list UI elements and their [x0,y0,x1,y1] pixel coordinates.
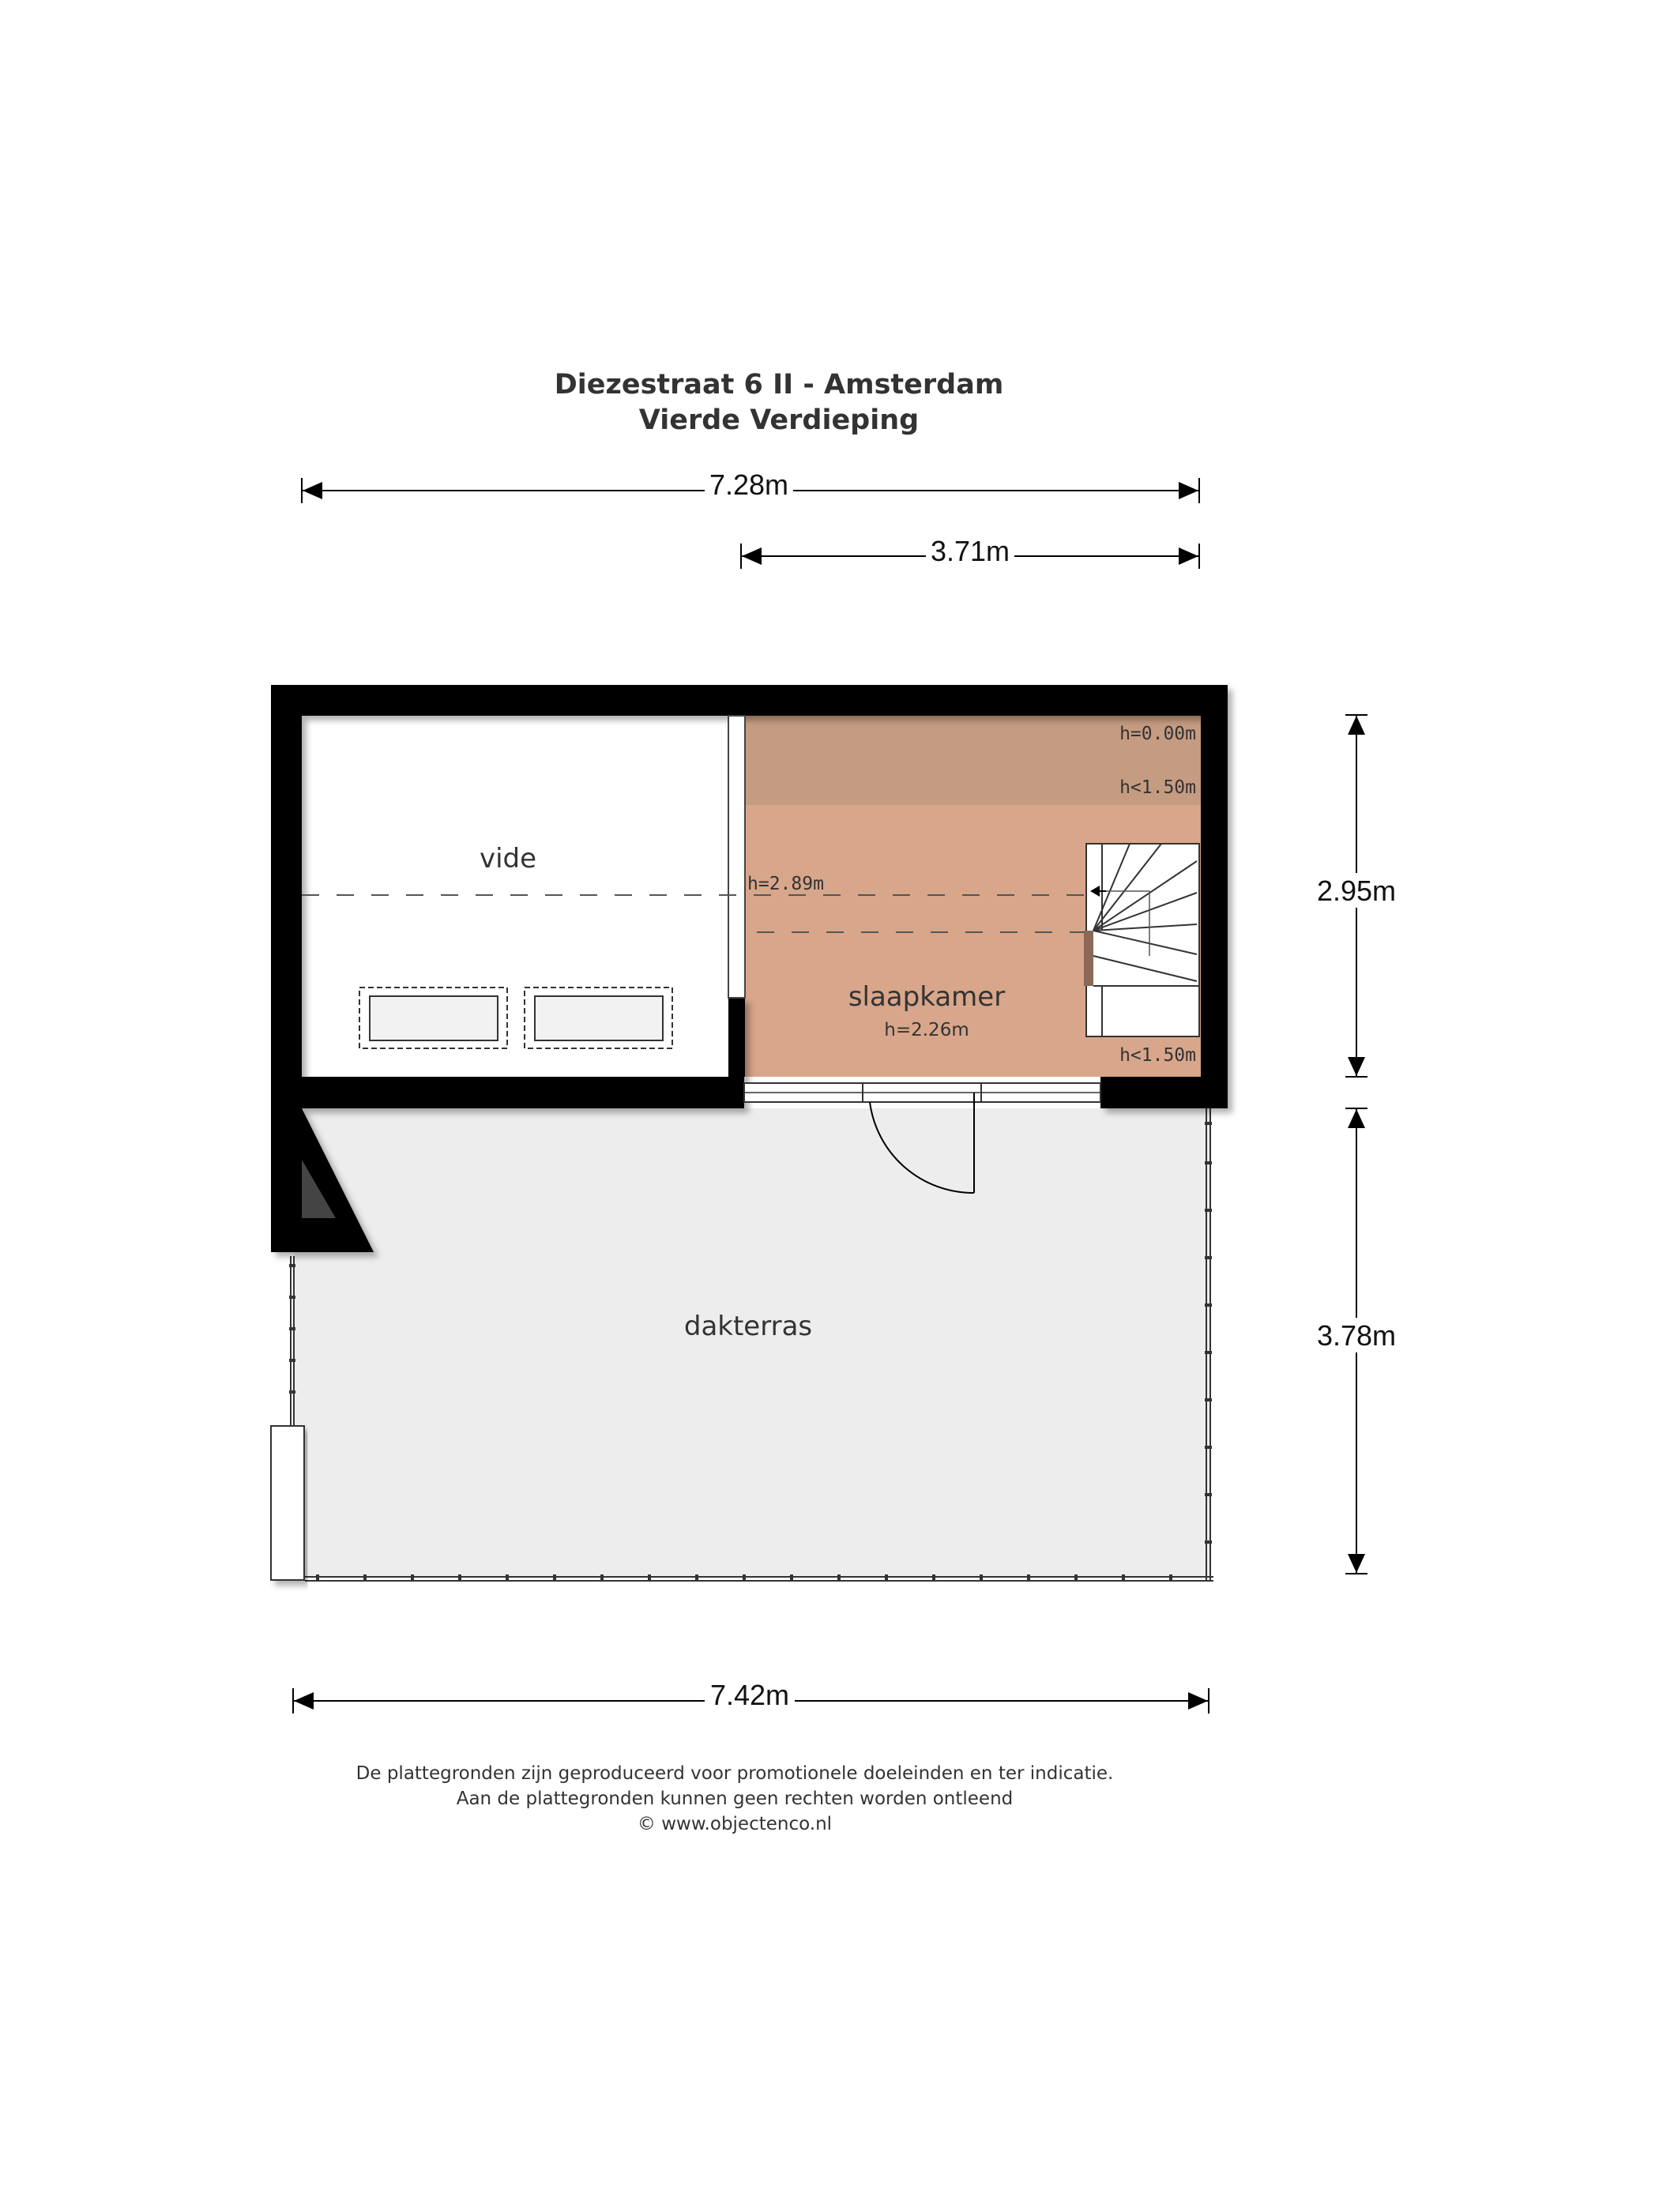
disclaimer-line: Aan de plattegronden kunnen geen rechten worden ontleend [456,1789,1014,1809]
skylight [525,988,672,1048]
floor-name: Vierde Verdieping [638,404,920,436]
sliding-window [744,1083,1100,1102]
room-height-slaapkamer: h=2.26m [884,1020,969,1040]
dimension-top-total [302,468,1199,503]
dimension-label: 3.78m [1316,1319,1397,1352]
dimension-right-upper [1315,715,1398,1077]
height-label: h<1.50m [1119,1045,1196,1066]
dimension-label: 7.28m [709,468,789,501]
dimension-label: 7.42m [709,1679,790,1711]
height-label: h=2.89m [747,874,824,894]
staircase [1084,844,1199,1036]
wall-stub [271,1426,304,1580]
room-label-dakterras: dakterras [683,1311,813,1342]
disclaimer-line: De plattegronden zijn geproduceerd voor promotionele doeleinden en ter indicatie. [356,1763,1114,1784]
dimension-bottom-total [293,1679,1209,1714]
skylight [359,988,507,1048]
terrace-floor [294,1108,1210,1577]
copyright-line: © www.objectenco.nl [637,1814,833,1834]
dimension-top-partial [741,535,1199,569]
height-label: h=0.00m [1119,724,1196,744]
dimension-label: 3.71m [930,535,1010,567]
partition-wall [728,716,745,998]
dimension-label: 2.95m [1316,875,1397,907]
plan-title: Diezestraat 6 II - Amsterdam [554,369,1004,401]
dimension-right-lower [1315,1108,1398,1574]
height-label: h<1.50m [1119,777,1196,798]
room-label-vide: vide [479,843,537,875]
room-label-slaapkamer: slaapkamer [848,981,1006,1013]
